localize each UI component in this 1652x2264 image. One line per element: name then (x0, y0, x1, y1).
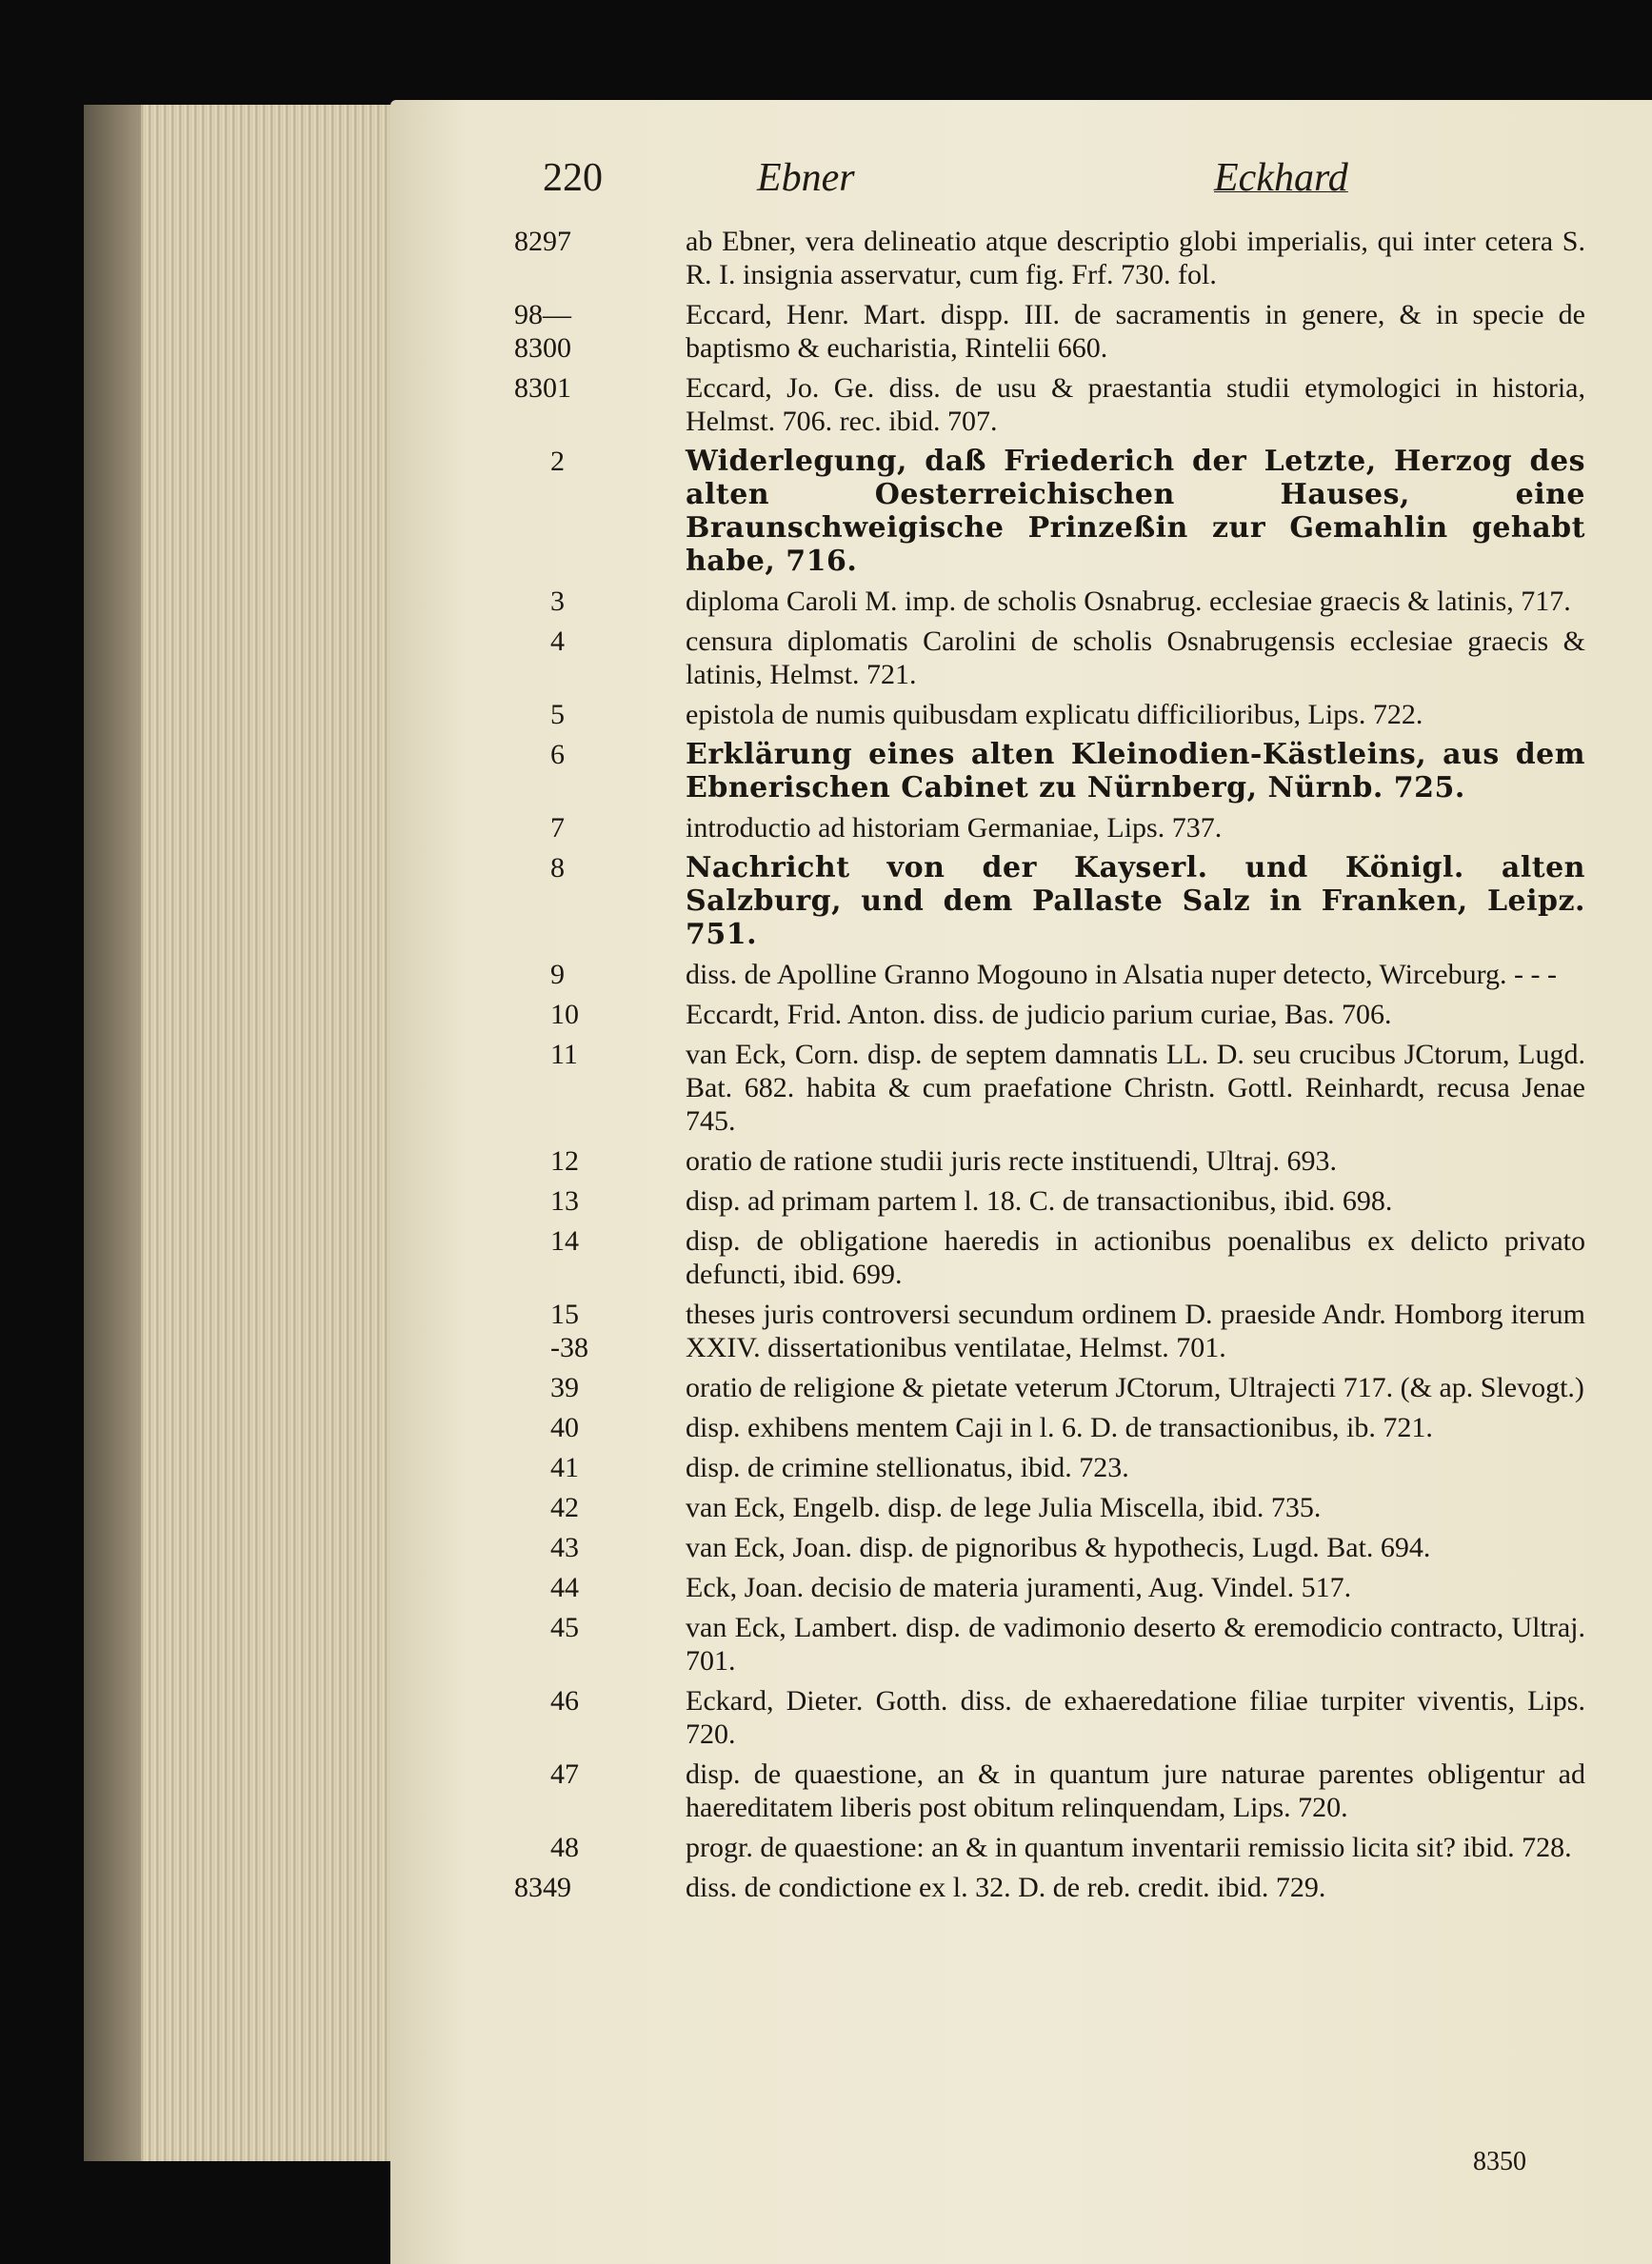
page-number: 220 (543, 156, 603, 200)
entry-number: 46 (550, 1685, 579, 1717)
entry-text: Eccardt, Frid. Anton. diss. de judicio parium curiae, Bas. 706. (686, 999, 1392, 1030)
entry-8312 (514, 1144, 1585, 1178)
entry-8305 (514, 698, 1585, 731)
entry-number: 8301 (514, 372, 571, 404)
entry-number: 10 (550, 999, 579, 1030)
entry-8308 (514, 851, 1585, 951)
entry-number: 44 (550, 1572, 579, 1603)
entry-8311 (514, 1038, 1585, 1138)
entry-number: 9 (550, 959, 565, 990)
entry-8307 (514, 811, 1585, 844)
entry-text: diss. de Apolline Granno Mogouno in Alsatia nuper detecto, Wirceburg. - - - (686, 959, 1557, 990)
entry-text: Widerlegung, daß Friederich der Letzte, Herzog des alten Oesterreichischen Hauses, eine Braunschweigische Prinzeßin zur Gemahlin gehabt habe, 716. (686, 445, 1585, 578)
entry-8341 (514, 1451, 1585, 1484)
entry-text: introductio ad historiam Germaniae, Lips. 737. (686, 812, 1223, 844)
entry-number: 42 (550, 1492, 579, 1523)
entry-number: 41 (550, 1452, 579, 1483)
entry-number: 3 (550, 586, 565, 617)
entry-8347 (514, 1758, 1585, 1824)
entry-text: Eccard, Henr. Mart. dispp. III. de sacramentis in genere, & in specie de baptismo & eucharistia, Rintelii 660. (686, 299, 1585, 364)
entry-text: disp. exhibens mentem Caji in l. 6. D. de transactionibus, ib. 721. (686, 1412, 1433, 1443)
running-head-left: Ebner (757, 156, 855, 200)
entry-8340 (514, 1411, 1585, 1444)
entry-8313 (514, 1184, 1585, 1218)
entry-text: Eck, Joan. decisio de materia juramenti, Aug. Vindel. 517. (686, 1572, 1352, 1603)
entry-number: 8 (550, 852, 565, 884)
entry-8342 (514, 1491, 1585, 1524)
entry-text: disp. de obligatione haeredis in actionibus poenalibus ex delicto privato defuncti, ibid. 699. (686, 1225, 1585, 1290)
page-header (0, 155, 1652, 212)
entry-8306 (514, 738, 1585, 804)
entry-text: epistola de numis quibusdam explicatu difficilioribus, Lips. 722. (686, 699, 1423, 730)
page-stack-shadow (84, 105, 141, 2161)
entry-number: 15 -38 (550, 1299, 588, 1363)
entry-number: 39 (550, 1372, 579, 1403)
catalogue-entries (514, 225, 1585, 1911)
entry-text: disp. de quaestione, an & in quantum jure naturae parentes obligentur ad haereditatem liberis post obitum relinquendam, Lips. 720. (686, 1758, 1585, 1823)
entry-number: 40 (550, 1412, 579, 1443)
entry-number: 5 (550, 699, 565, 730)
entry-number: 45 (550, 1612, 579, 1643)
entry-8303 (514, 585, 1585, 618)
entry-text: theses juris controversi secundum ordinem D. praeside Andr. Homborg iterum XXIV. dissertationibus ventilatae, Helmst. 701. (686, 1299, 1585, 1363)
entry-8344 (514, 1571, 1585, 1604)
entry-text: ab Ebner, vera delineatio atque descriptio globi imperialis, qui inter cetera S. R. I. insignia asservatur, cum fig. Frf. 730. fol. (686, 226, 1585, 290)
entry-text: censura diplomatis Carolini de scholis Osnabrugensis ecclesiae graecis & latinis, Helmst. 721. (686, 626, 1585, 690)
entry-number: 12 (550, 1145, 579, 1177)
entry-number: 4 (550, 626, 565, 657)
entry-8346 (514, 1684, 1585, 1751)
entry-8310 (514, 998, 1585, 1031)
entry-text: Eckard, Dieter. Gotth. diss. de exhaeredatione filiae turpiter viventis, Lips. 720. (686, 1685, 1585, 1750)
catchword: 8350 (1473, 2147, 1526, 2176)
entry-text: Erklärung eines alten Kleinodien-Kästleins, aus dem Ebnerischen Cabinet zu Nürnberg, Nürnb. 725. (686, 738, 1585, 804)
entry-8343 (514, 1531, 1585, 1564)
entry-text: van Eck, Lambert. disp. de vadimonio deserto & eremodicio contracto, Ultraj. 701. (686, 1612, 1585, 1677)
entry-text: van Eck, Joan. disp. de pignoribus & hypothecis, Lugd. Bat. 694. (686, 1532, 1431, 1563)
entry-text: disp. ad primam partem l. 18. C. de transactionibus, ibid. 698. (686, 1185, 1393, 1217)
running-head-right: Eckhard (1214, 156, 1348, 200)
entry-8298 (514, 298, 1585, 365)
entry-8301 (514, 371, 1585, 438)
entry-text: van Eck, Corn. disp. de septem damnatis LL. D. seu crucibus JCtorum, Lugd. Bat. 682. habita & cum praefatione Christn. Gottl. Reinhardt, recusa Jenae 745. (686, 1039, 1585, 1137)
entry-number: 13 (550, 1185, 579, 1217)
entry-8349 (514, 1871, 1585, 1904)
entry-text: diss. de condictione ex l. 32. D. de reb. credit. ibid. 729. (686, 1872, 1326, 1903)
entry-text: progr. de quaestione: an & in quantum inventarii remissio licita sit? ibid. 728. (686, 1832, 1572, 1863)
entry-number: 14 (550, 1225, 579, 1257)
entry-text: Eccard, Jo. Ge. diss. de usu & praestantia studii etymologici in historia, Helmst. 706. rec. ibid. 707. (686, 372, 1585, 437)
entry-text: oratio de religione & pietate veterum JCtorum, Ultrajecti 717. (& ap. Slevogt.) (686, 1372, 1584, 1403)
entry-8297 (514, 225, 1585, 291)
entry-text: disp. de crimine stellionatus, ibid. 723. (686, 1452, 1129, 1483)
entry-number: 47 (550, 1758, 579, 1790)
entry-8315-38 (514, 1298, 1585, 1364)
entry-text: Nachricht von der Kayserl. und Königl. alten Salzburg, und dem Pallaste Salz in Franken, Leipz. 751. (686, 851, 1585, 951)
entry-text: diploma Caroli M. imp. de scholis Osnabrug. ecclesiae graecis & latinis, 717. (686, 586, 1571, 617)
entry-8302 (514, 445, 1585, 578)
entry-8348 (514, 1831, 1585, 1864)
entry-text: van Eck, Engelb. disp. de lege Julia Miscella, ibid. 735. (686, 1492, 1322, 1523)
entry-8304 (514, 625, 1585, 691)
entry-number: 8297 (514, 226, 571, 257)
entry-number: 98—8300 (514, 299, 571, 364)
entry-number: 2 (550, 446, 565, 477)
entry-8309 (514, 958, 1585, 991)
entry-number: 48 (550, 1832, 579, 1863)
entry-number: 43 (550, 1532, 579, 1563)
entry-text: oratio de ratione studii juris recte instituendi, Ultraj. 693. (686, 1145, 1338, 1177)
entry-number: 6 (550, 739, 565, 770)
entry-number: 11 (550, 1039, 578, 1070)
entry-8314 (514, 1224, 1585, 1291)
entry-8339 (514, 1371, 1585, 1404)
entry-number: 7 (550, 812, 565, 844)
entry-number: 8349 (514, 1872, 571, 1903)
entry-8345 (514, 1611, 1585, 1678)
